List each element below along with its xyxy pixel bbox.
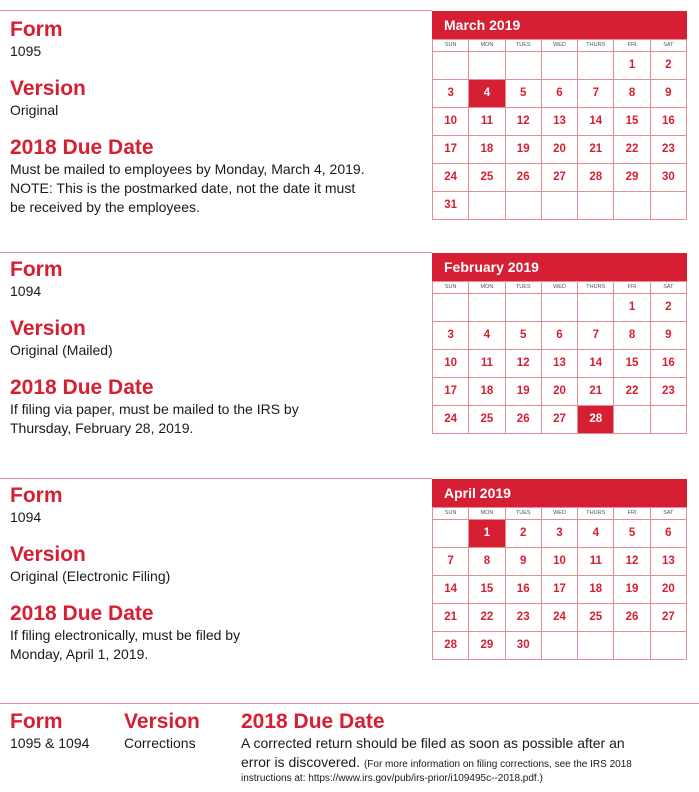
- weekday-header: MON: [469, 508, 505, 520]
- calendar-day: 3: [433, 80, 469, 108]
- due-date-line: NOTE: This is the postmarked date, not the date it must: [10, 180, 356, 196]
- calendar-day: 13: [542, 108, 578, 136]
- calendar-day: 16: [506, 576, 542, 604]
- calendar-day: 12: [614, 548, 650, 576]
- weekday-header: TUES: [506, 508, 542, 520]
- calendar-empty-cell: [578, 632, 614, 660]
- corrections-note: instructions at: https://www.irs.gov/pub/irs-prior/i109495c--2018.pdf.): [241, 773, 543, 784]
- weekday-header: TUES: [506, 40, 542, 52]
- calendar-day: 14: [578, 108, 614, 136]
- form-heading: Form: [10, 18, 63, 41]
- calendar-empty-cell: [651, 192, 687, 220]
- calendar-day: 21: [433, 604, 469, 632]
- due-date-line: [241, 753, 699, 772]
- calendar-day: 31: [433, 192, 469, 220]
- calendar-day: 30: [506, 632, 542, 660]
- weekday-header: FRI: [614, 40, 650, 52]
- calendar-day: 8: [614, 80, 650, 108]
- calendar-day: 5: [506, 322, 542, 350]
- calendar-day: 25: [469, 406, 505, 434]
- calendar-day: 22: [614, 136, 650, 164]
- version-heading: Version: [124, 710, 200, 733]
- due-date-heading: 2018 Due Date: [10, 136, 154, 159]
- section-info: [10, 484, 240, 664]
- due-date-line: A corrected return should be filed as soon as possible after an: [241, 735, 625, 751]
- version-value: Original (Mailed): [10, 342, 113, 358]
- calendar-day: 20: [542, 378, 578, 406]
- calendar-empty-cell: [542, 192, 578, 220]
- calendar-day: 11: [578, 548, 614, 576]
- due-date-line: Monday, April 1, 2019.: [10, 646, 149, 662]
- due-date-heading: 2018 Due Date: [10, 376, 154, 399]
- calendar-day: 25: [469, 164, 505, 192]
- form-heading: Form: [10, 258, 63, 281]
- divider: [0, 703, 699, 704]
- calendar-day: 17: [433, 378, 469, 406]
- calendar-empty-cell: [506, 294, 542, 322]
- weekday-header: FRI: [614, 282, 650, 294]
- version-heading: Version: [10, 77, 86, 100]
- calendar-empty-cell: [651, 406, 687, 434]
- calendar-day: 3: [542, 520, 578, 548]
- version-heading: Version: [10, 543, 86, 566]
- weekday-header: SAT: [651, 40, 687, 52]
- calendar-day: 7: [578, 322, 614, 350]
- calendar-day: 6: [542, 322, 578, 350]
- calendar-day: 14: [433, 576, 469, 604]
- form-heading: Form: [10, 484, 63, 507]
- calendar-day: 12: [506, 350, 542, 378]
- calendar-day: 12: [506, 108, 542, 136]
- calendar-day: 23: [651, 378, 687, 406]
- calendar-day: 20: [542, 136, 578, 164]
- calendar-empty-cell: [433, 520, 469, 548]
- due-date-line: If filing via paper, must be mailed to the IRS by: [10, 401, 299, 417]
- weekday-header: WED: [542, 282, 578, 294]
- calendar-empty-cell: [469, 294, 505, 322]
- section-info: [10, 18, 365, 217]
- calendar-day: 16: [651, 350, 687, 378]
- calendar-title: February 2019: [432, 253, 687, 281]
- calendar-day: 9: [506, 548, 542, 576]
- calendar-empty-cell: [651, 632, 687, 660]
- version-value: Corrections: [124, 735, 196, 751]
- weekday-header: MON: [469, 282, 505, 294]
- calendar-day: 27: [542, 406, 578, 434]
- form-value: 1094: [10, 509, 42, 525]
- calendar-april: [432, 479, 687, 660]
- weekday-header: FRI: [614, 508, 650, 520]
- calendar-empty-cell: [433, 52, 469, 80]
- calendar-day: 24: [433, 164, 469, 192]
- calendar-day: 5: [506, 80, 542, 108]
- calendar-day: 22: [469, 604, 505, 632]
- calendar-day-due: 4: [469, 80, 505, 108]
- calendar-day: 1: [614, 52, 650, 80]
- calendar-empty-cell: [578, 52, 614, 80]
- weekday-header: WED: [542, 40, 578, 52]
- weekday-header: SUN: [433, 508, 469, 520]
- calendar-day: 27: [542, 164, 578, 192]
- calendar-day: 18: [578, 576, 614, 604]
- calendar-day: 19: [614, 576, 650, 604]
- calendar-day: 13: [542, 350, 578, 378]
- calendar-empty-cell: [469, 192, 505, 220]
- weekday-header: SUN: [433, 282, 469, 294]
- calendar-day: 2: [651, 294, 687, 322]
- weekday-header: SAT: [651, 282, 687, 294]
- calendar-empty-cell: [578, 192, 614, 220]
- due-date-line: be received by the employees.: [10, 199, 200, 215]
- weekday-header: SAT: [651, 508, 687, 520]
- calendar-day: 26: [506, 406, 542, 434]
- calendar-grid: [432, 39, 687, 220]
- divider: [0, 252, 432, 253]
- calendar-day: 19: [506, 136, 542, 164]
- calendar-empty-cell: [433, 294, 469, 322]
- section-info: [10, 258, 299, 438]
- calendar-day: 18: [469, 378, 505, 406]
- calendar-day: 8: [614, 322, 650, 350]
- version-value: Original (Electronic Filing): [10, 568, 171, 584]
- weekday-header: SUN: [433, 40, 469, 52]
- calendar-day: 7: [433, 548, 469, 576]
- calendar-title: April 2019: [432, 479, 687, 507]
- calendar-day: 10: [433, 108, 469, 136]
- calendar-day: 25: [578, 604, 614, 632]
- calendar-day: 7: [578, 80, 614, 108]
- calendar-day: 20: [651, 576, 687, 604]
- calendar-day: 29: [614, 164, 650, 192]
- calendar-day: 4: [469, 322, 505, 350]
- calendar-day: 15: [614, 108, 650, 136]
- calendar-day: 24: [433, 406, 469, 434]
- calendar-empty-cell: [542, 632, 578, 660]
- calendar-title: March 2019: [432, 11, 687, 39]
- calendar-day: 11: [469, 108, 505, 136]
- calendar-grid: [432, 507, 687, 660]
- calendar-day: 2: [651, 52, 687, 80]
- calendar-day: 22: [614, 378, 650, 406]
- version-value: Original: [10, 102, 59, 118]
- calendar-day: 26: [614, 604, 650, 632]
- calendar-day: 2: [506, 520, 542, 548]
- calendar-day: 26: [506, 164, 542, 192]
- calendar-day: 9: [651, 80, 687, 108]
- calendar-day: 15: [614, 350, 650, 378]
- calendar-empty-cell: [506, 192, 542, 220]
- calendar-day-due: 1: [469, 520, 505, 548]
- form-value: 1095: [10, 43, 42, 59]
- calendar-empty-cell: [614, 192, 650, 220]
- calendar-day: 18: [469, 136, 505, 164]
- form-value: 1094: [10, 283, 42, 299]
- calendar-day: 13: [651, 548, 687, 576]
- corrections-note: (For more information on filing corrections, see the IRS 2018: [363, 759, 632, 770]
- calendar-day: 6: [651, 520, 687, 548]
- calendar-day: 23: [506, 604, 542, 632]
- calendar-grid: [432, 281, 687, 434]
- calendar-empty-cell: [542, 294, 578, 322]
- calendar-day: 21: [578, 136, 614, 164]
- due-date-heading: 2018 Due Date: [241, 710, 385, 733]
- calendar-day: 5: [614, 520, 650, 548]
- calendar-day: 16: [651, 108, 687, 136]
- due-date-line: If filing electronically, must be filed by: [10, 627, 241, 643]
- calendar-empty-cell: [542, 52, 578, 80]
- calendar-day: 24: [542, 604, 578, 632]
- weekday-header: THURS: [578, 282, 614, 294]
- calendar-day: 9: [651, 322, 687, 350]
- calendar-day: 23: [651, 136, 687, 164]
- calendar-day: 28: [578, 164, 614, 192]
- calendar-day: 6: [542, 80, 578, 108]
- due-date-heading: 2018 Due Date: [10, 602, 154, 625]
- divider: [0, 10, 432, 11]
- calendar-empty-cell: [614, 632, 650, 660]
- weekday-header: MON: [469, 40, 505, 52]
- calendar-day: 11: [469, 350, 505, 378]
- calendar-day: 10: [542, 548, 578, 576]
- calendar-day: 28: [433, 632, 469, 660]
- calendar-day: 17: [542, 576, 578, 604]
- calendar-day: 14: [578, 350, 614, 378]
- calendar-february: [432, 253, 687, 434]
- calendar-day: 17: [433, 136, 469, 164]
- due-date-text: error is discovered.: [241, 754, 361, 770]
- calendar-day: 19: [506, 378, 542, 406]
- weekday-header: WED: [542, 508, 578, 520]
- form-heading: Form: [10, 710, 63, 733]
- calendar-march: [432, 11, 687, 220]
- version-heading: Version: [10, 317, 86, 340]
- calendar-empty-cell: [614, 406, 650, 434]
- calendar-day: 4: [578, 520, 614, 548]
- calendar-empty-cell: [578, 294, 614, 322]
- weekday-header: TUES: [506, 282, 542, 294]
- calendar-day: 3: [433, 322, 469, 350]
- due-date-line: Thursday, February 28, 2019.: [10, 420, 194, 436]
- due-date-line: Must be mailed to employees by Monday, March 4, 2019.: [10, 161, 365, 177]
- calendar-day: 29: [469, 632, 505, 660]
- calendar-day: 30: [651, 164, 687, 192]
- divider: [0, 478, 432, 479]
- calendar-day: 15: [469, 576, 505, 604]
- calendar-day: 21: [578, 378, 614, 406]
- calendar-day: 8: [469, 548, 505, 576]
- calendar-day: 1: [614, 294, 650, 322]
- calendar-empty-cell: [506, 52, 542, 80]
- form-value: 1095 & 1094: [10, 735, 90, 751]
- calendar-day: 27: [651, 604, 687, 632]
- calendar-empty-cell: [469, 52, 505, 80]
- weekday-header: THURS: [578, 508, 614, 520]
- calendar-day-due: 28: [578, 406, 614, 434]
- calendar-day: 10: [433, 350, 469, 378]
- weekday-header: THURS: [578, 40, 614, 52]
